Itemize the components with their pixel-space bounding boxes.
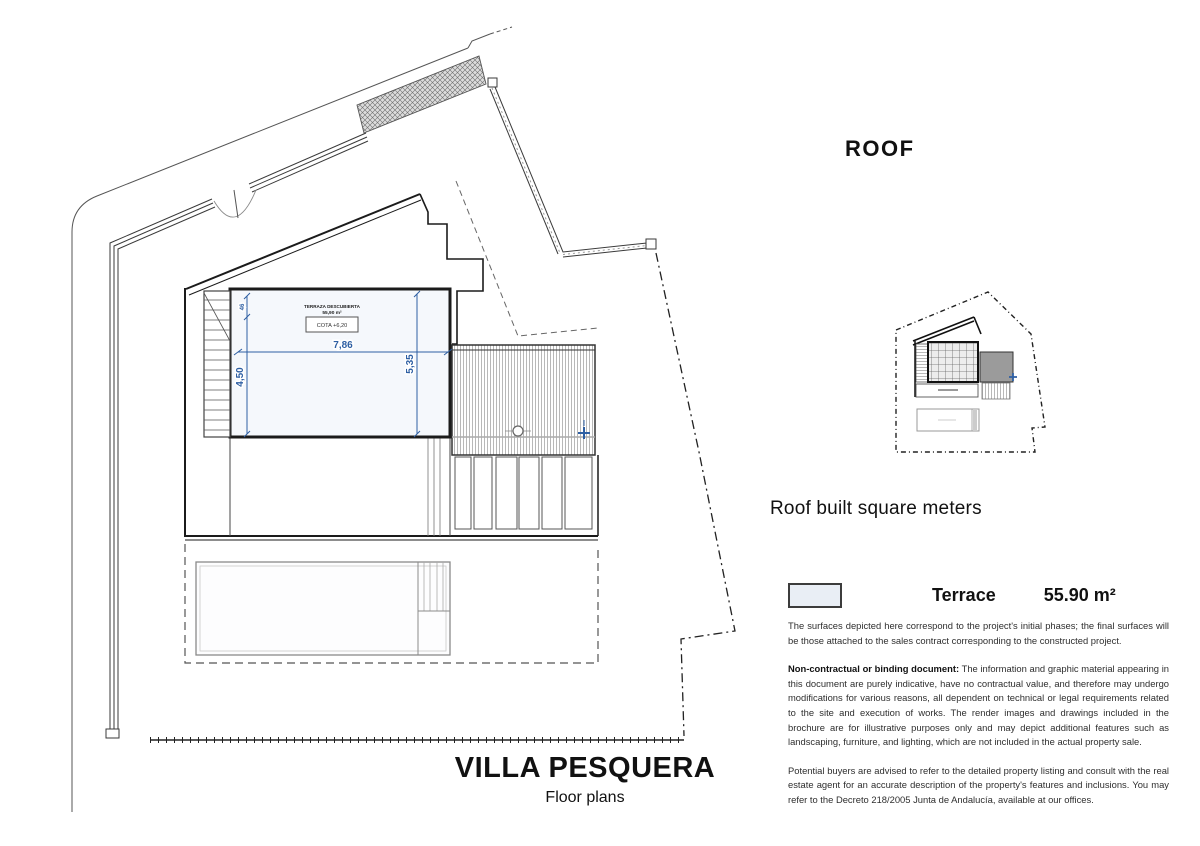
plan-name-label: ROOF (845, 136, 915, 161)
room-label (304, 304, 361, 332)
inset-terrace-gray (980, 352, 1013, 382)
drain-symbol (513, 426, 523, 436)
dimension-label-right-height: 5,35 (405, 354, 416, 374)
staircase (204, 291, 230, 437)
disclaimer-paragraph-1: The surfaces depicted here correspond to the project's initial phases; the final surfaces will be those attached to the sales contract corresponding to the constructed project. (788, 620, 1169, 646)
inset-stairs (916, 344, 928, 382)
dimension-label-left-height: 4,50 (235, 367, 246, 387)
dimension-label-width: 7,86 (333, 340, 353, 351)
ramp-hatch (357, 56, 486, 133)
title-block (400, 752, 770, 807)
disclaimer-paragraph-3: Potential buyers are advised to refer to the detailed property listing and consult with the real estate agent for an accurate description of the property's features and inclusions. You may refer to the Decreto 218/2005 Junta de Andalucía, available at our offices. (788, 764, 1169, 805)
legend-item-area: 55.90 m² (1043, 584, 1116, 605)
project-subtitle: Floor plans (545, 789, 625, 806)
boundary-dashdot-line (656, 253, 735, 736)
disclaimer-paragraph-2-body: The information and graphic material appearing in this document are purely indicative, have no contractual value, and therefore may undergo modifications for various reasons, all dependent on technical or legal requirements related to the site and execution of works. The render images and drawings included in the brochure are for illustrative purposes only and may depict additional features such as landscaping, furniture, and lighting, which are not included in the actual property sale. (788, 663, 1169, 748)
room-level: COTA +6,20 (316, 323, 348, 329)
legend-swatch-terrace (788, 583, 842, 608)
gate-leaf (234, 190, 238, 218)
legend-heading: Roof built square meters (770, 498, 982, 519)
project-title: VILLA PESQUERA (454, 752, 716, 784)
inset-roof-grid (928, 342, 978, 382)
roof-steps (455, 457, 592, 529)
inset-steps (982, 383, 1010, 399)
disclaimer-paragraph-2-lead: Non-contractual or binding document: (788, 663, 960, 675)
lower-level-pool (185, 544, 598, 663)
disclaimer-text (788, 619, 1169, 822)
legend-row-terrace (788, 582, 1168, 608)
dimension-label-top-offset: 46 (240, 303, 246, 311)
disclaimer-paragraph-2 (788, 662, 1169, 750)
room-name: TERRAZA DESCUBIERTA (304, 304, 360, 309)
room-area: 55,90 m² (322, 311, 342, 316)
legend-item-name: Terrace (932, 584, 996, 605)
inset-site-plan (896, 292, 1045, 452)
pergola-slats (452, 345, 595, 455)
